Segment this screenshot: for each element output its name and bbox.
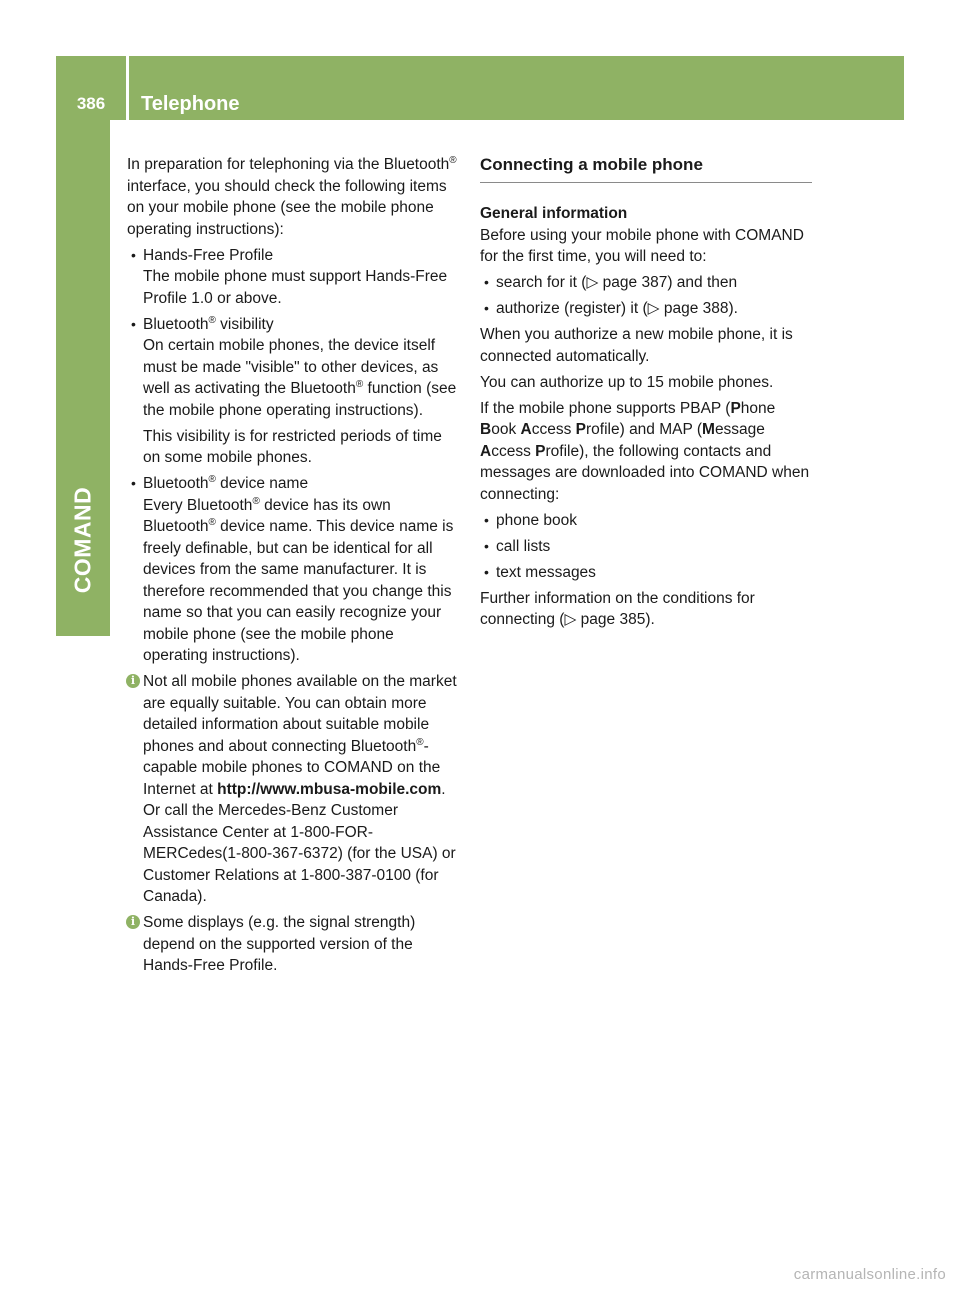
list-item-search: • search for it (▷ page 387) and then bbox=[480, 272, 812, 294]
page-ref-arrow-icon: ▷ bbox=[586, 274, 599, 291]
side-tab-label: COMAND bbox=[69, 486, 96, 594]
paragraph-pbap: If the mobile phone supports PBAP (Phone Book Access Profile) and MAP (Message Access Profile), the following contacts and messages are downloaded into COMAND when connecting: bbox=[480, 399, 810, 503]
paragraph: You can authorize up to 15 mobile phones. bbox=[480, 373, 774, 391]
list-item: • text messages bbox=[480, 562, 812, 584]
watermark: carmanualsonline.info bbox=[793, 1266, 946, 1283]
intro-paragraph: In preparation for telephoning via the Bluetooth® interface, you should check the following items on your mobile phone (see the mobile phone operating instructions): bbox=[127, 154, 457, 238]
page-title: Telephone bbox=[141, 93, 240, 115]
paragraph-further-info: Further information on the conditions for connecting (▷ page 385). bbox=[480, 589, 755, 628]
left-column bbox=[127, 154, 462, 977]
list-item-desc: The mobile phone must support Hands-Free Profile 1.0 or above. bbox=[143, 268, 448, 307]
page-number: 386 bbox=[76, 94, 106, 113]
list-item-hands-free: • Hands-Free Profile bbox=[127, 245, 462, 267]
list-item: • call lists bbox=[480, 536, 812, 558]
right-column bbox=[480, 154, 812, 631]
list-item: • phone book bbox=[480, 510, 812, 532]
list-item-desc: This visibility is for restricted periods of time on some mobile phones. bbox=[143, 427, 442, 466]
paragraph: When you authorize a new mobile phone, it is connected automatically. bbox=[480, 326, 793, 365]
list-item-desc: Every Bluetooth® device has its own Bluetooth® device name. This device name is freely definable, but can be identical for all devices from the same manufacturer. It is therefore recommended that you change this name so that you can easily recognize your mobile phone (see the mobile phone operating instructions). bbox=[143, 495, 454, 664]
info-note-displays: i Some displays (e.g. the signal strength) depend on the supported version of the Hands-Free Profile. bbox=[127, 912, 462, 977]
sub-heading: General information bbox=[480, 205, 628, 222]
website-link: http://www.mbusa-mobile.com bbox=[217, 780, 442, 798]
list-item-authorize: • authorize (register) it (▷ page 388). bbox=[480, 298, 812, 320]
list-item-device-name: • Bluetooth® device name bbox=[127, 473, 462, 495]
page-ref-arrow-icon: ▷ bbox=[564, 611, 577, 628]
section-heading: Connecting a mobile phone bbox=[480, 154, 812, 183]
paragraph: Before using your mobile phone with COMAND for the first time, you will need to: bbox=[480, 226, 804, 265]
header-divider bbox=[126, 56, 129, 120]
page-ref-arrow-icon: ▷ bbox=[647, 300, 660, 317]
info-icon: i bbox=[126, 915, 140, 929]
info-note-compatibility: i Not all mobile phones available on the market are equally suitable. You can obtain more detailed information about suitable mobile phones and about connecting Bluetooth®-capable mobile phones to COMAND on the Internet at http://www.mbusa-mobile.com. Or call the Mercedes-Benz Customer Assistance Center at 1-800-FOR-MERCedes(1-800-367-6372) (for the USA) or Customer Relations at 1-800-387-0100 (for Canada). bbox=[127, 671, 462, 908]
list-item-desc: On certain mobile phones, the device itself must be made "visible" to other devices, as well as activating the Bluetooth® function (see the mobile phone operating instructions). bbox=[143, 337, 457, 419]
info-icon: i bbox=[126, 674, 140, 688]
list-item-visibility: • Bluetooth® visibility bbox=[127, 314, 462, 336]
